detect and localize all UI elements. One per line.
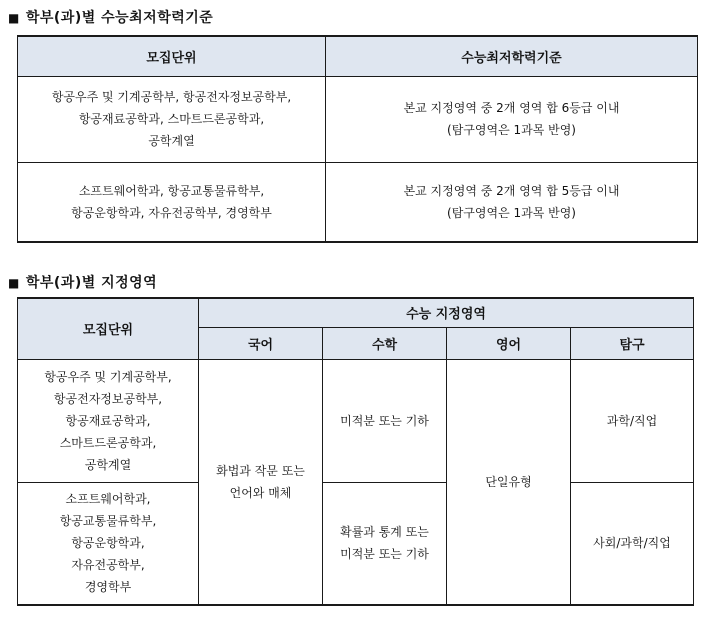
header-math: 수학 (323, 327, 447, 359)
unit-line: 스마트드론공학과, (59, 435, 157, 450)
math-line: 미적분 또는 기하 (340, 547, 429, 562)
inquiry-cell (571, 359, 694, 482)
header-unit: 모집단위 (18, 298, 199, 359)
math-line: 미적분 또는 기하 (340, 413, 429, 428)
header-csat-area: 수능 지정영역 (199, 298, 694, 327)
unit-cell (18, 482, 199, 605)
inquiry-line: 과학/직업 (606, 413, 658, 428)
header-inquiry: 탐구 (571, 327, 694, 359)
designated-area-table (17, 297, 694, 606)
table-row (18, 482, 694, 605)
unit-line: 자유전공학부, (71, 558, 145, 573)
section1-title-text: 학부(과)별 수능최저학력기준 (25, 10, 214, 26)
table-row (18, 162, 698, 242)
table-header-row (18, 36, 698, 76)
inquiry-line: 사회/과학/직업 (593, 536, 671, 551)
unit-line: 항공우주 및 기계공학부, (44, 369, 172, 384)
unit-line: 소프트웨어학과, 항공교통물류학부, (78, 183, 265, 198)
unit-line: 경영학부 (84, 580, 132, 595)
criteria-cell (326, 76, 698, 162)
unit-line: 항공재료공학과, (65, 413, 151, 428)
section2-title (8, 272, 157, 292)
unit-line: 공학계열 (84, 457, 132, 472)
korean-line: 화법과 작문 또는 (216, 463, 305, 478)
criteria-line: (탐구영역은 1과목 반영) (447, 123, 576, 137)
unit-cell (18, 162, 326, 242)
unit-line: 항공운항학과, 자유전공학부, 경영학부 (71, 205, 272, 220)
criteria-cell (326, 162, 698, 242)
header-korean: 국어 (199, 327, 323, 359)
unit-cell (18, 359, 199, 482)
unit-line: 공학계열 (148, 134, 195, 148)
unit-cell (18, 76, 326, 162)
section2-title-text: 학부(과)별 지정영역 (25, 275, 158, 291)
korean-line: 언어와 매체 (229, 485, 292, 500)
criteria-line: 본교 지정영역 중 2개 영역 합 5등급 이내 (403, 183, 620, 198)
math-line: 확률과 통계 또는 (340, 525, 429, 540)
unit-line: 소프트웨어학과, (65, 492, 151, 507)
math-cell (323, 359, 447, 482)
min-score-table (17, 35, 698, 243)
criteria-line: 본교 지정영역 중 2개 영역 합 6등급 이내 (403, 101, 620, 115)
header-english: 영어 (447, 327, 571, 359)
table-header-row (18, 298, 694, 327)
math-cell (323, 482, 447, 605)
inquiry-cell (571, 482, 694, 605)
square-bullet-icon: ■ (8, 11, 20, 25)
english-cell: 단일유형 (447, 359, 571, 605)
korean-cell (199, 359, 323, 605)
table-row (18, 359, 694, 482)
unit-line: 항공전자정보공학부, (53, 391, 163, 406)
unit-line: 항공우주 및 기계공학부, 항공전자정보공학부, (51, 90, 292, 104)
header-unit: 모집단위 (18, 36, 326, 76)
unit-line: 항공운항학과, (71, 536, 145, 551)
header-criteria: 수능최저학력기준 (326, 36, 698, 76)
criteria-line: (탐구영역은 1과목 반영) (447, 205, 576, 220)
section1-title (8, 7, 213, 27)
square-bullet-icon: ■ (8, 276, 20, 290)
table-row (18, 76, 698, 162)
unit-line: 항공교통물류학부, (59, 514, 157, 529)
unit-line: 항공재료공학과, 스마트드론공학과, (78, 112, 265, 126)
